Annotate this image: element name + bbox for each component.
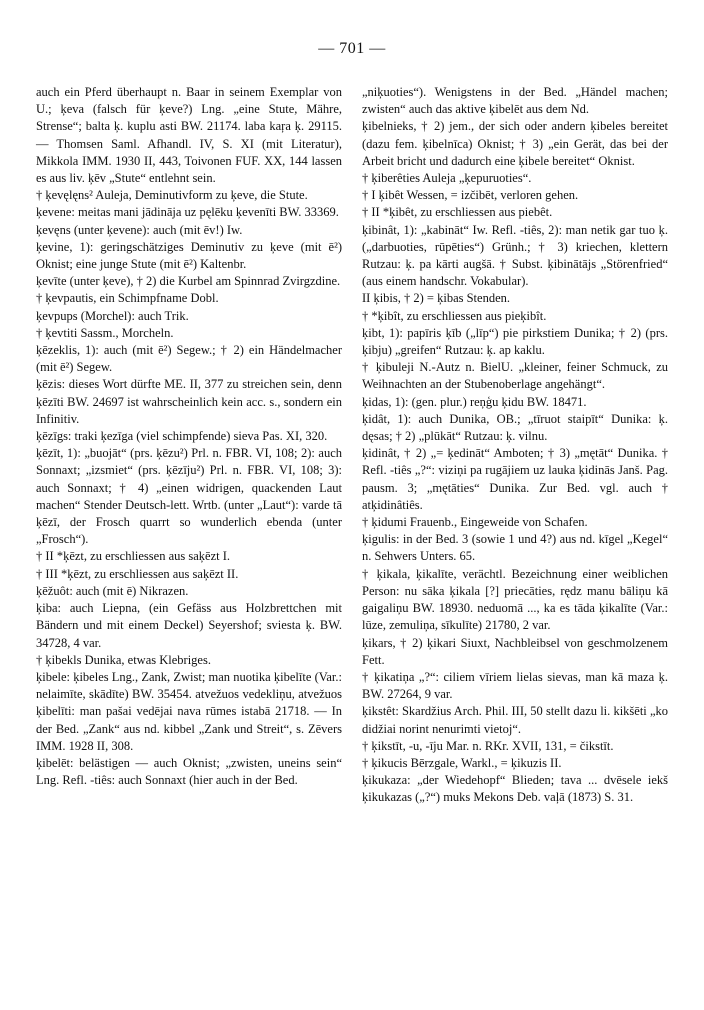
dictionary-entry: ķevīte (unter ķeve), † 2) die Kurbel am Spinnrad Zvirgzdine. (36, 274, 341, 289)
dictionary-entry: ķēzeklis, 1): auch (mit ē²) Segew.; † 2) ein Händelmacher (mit ē²) Segew. (36, 343, 342, 375)
dictionary-entry: ķidas, 1): (gen. plur.) reņģu ķidu BW. 18471. (362, 394, 587, 409)
dictionary-entry: † ķibuleji N.-Autz n. BielU. „kleiner, feiner Schmuck, zu Weihnachten an der Stubenoberlage angehängt“. (362, 360, 668, 392)
dictionary-entry: † *ķibît, zu erschliessen aus pieķibît. (362, 308, 547, 323)
dictionary-entry: ķigulis: in der Bed. 3 (sowie 1 und 4?) aus nd. kīgel „Kegel“ n. Sehwers Unters. 65. (362, 532, 668, 564)
dictionary-entry: † ķibekls Dunika, etwas Klebriges. (36, 652, 211, 667)
dictionary-entry: auch ein Pferd überhaupt n. Baar in seinem Exemplar von U.; ķeva (falsch für ķeve?) Lng. „eine Stute, Mähre, Strense“; balta ķ. kuplu asti BW. 21174. laba kaŗa ķ. 29115. — Thomsen Saml. Afhandl. IV, S. XI (mit Literatur), Mikkola IMM. 1930 II, 443, Toivonen FUF. XX, 144 lassen es aus liv. ķēv „Stute“ entlehnt sein. (36, 85, 342, 186)
dictionary-entry: ķēzīgs: traki ķezīga (viel schimpfende) sieva Pas. XI, 320. (36, 429, 328, 444)
dictionary-entry: ķikukaza: „der Wiedehopf“ Blieden; tava ... dvēsele iekš ķikukazas („?“) muks Mekons Deb. vaļā (1873) S. 31. (362, 773, 668, 805)
dictionary-entry: † ķikstīt, -u, -īju Mar. n. RKr. XVII, 131, = čikstīt. (362, 738, 614, 753)
dictionary-entry: † ķikatiņa „?“: ciliem vīriem lielas sievas, man kā maza ķ. BW. 27264, 9 var. (362, 669, 668, 702)
dictionary-entry: † ķikala, ķikalīte, verächtl. Bezeichnung einer weiblichen Person: nu sāka ķikala [?] priecāties, rędz manu bāliņu kā gaigaliņu BW. 18930. neduomā ..., ka es tāda ķikalīte (Var.: lūze, zemuliņa, sīkulīte) 21780, 2 var. (362, 566, 668, 633)
dictionary-entry: ķēzis: dieses Wort dürfte ME. II, 377 zu streichen sein, denn ķēzīti BW. 24697 ist wahrscheinlich kein acc. s., sondern ein Infinitiv. (36, 377, 342, 426)
dictionary-entry: † ķiberêties Auleja „ķepuruoties“. (362, 171, 532, 186)
dictionary-entry: ķidât, 1): auch Dunika, OB.; „tīruot staipīt“ Dunika: ķ. dęsas; † 2) „plūkāt“ Rutzau: ķ. vilnu. (362, 411, 668, 444)
dictionary-entry: II ķibis, † 2) = ķibas Stenden. (362, 291, 511, 306)
left-column (36, 84, 342, 789)
dictionary-entry: ķikars, † 2) ķikari Siuxt, Nachbleibsel von geschmolzenem Fett. (362, 635, 668, 667)
dictionary-entry: ķēzīt, 1): „buojāt“ (prs. ķēzu²) Prl. n. FBR. VI, 108; 2): auch Sonnaxt; „izsmiet“ (prs. ķēzīju²) Prl. n. FBR. VI, 108; 3): auch Sonnaxt; † 4) „einen widrigen, quackenden Laut machen“ Stender Deutsch-lett. Wrtb. (unter „Laut“): varde tā ķēzī, der Frosch quarrt so wunderlich ebenda (unter „Frosch“). (36, 446, 342, 547)
dictionary-entry: ķevpups (Morchel): auch Trik. (36, 308, 189, 323)
page-number: — 701 — (318, 40, 386, 57)
dictionary-entry: ķevine, 1): geringschätziges Deminutiv zu ķeve (mit ē²) Oknist; eine junge Stute (mit ē²) Kaltenbr. (36, 239, 342, 272)
dictionary-entry: ķibele: ķibeles Lng., Zank, Zwist; man nuotika ķibelīte (Var.: nelaimīte, skādīte) BW. 35454. atvežuos vedekliņu, atvežuos ķibelīti: man pašai vedējai nava rūmes istabā 21718. — In der Bed. „Zank“ aus nd. kibbel „Zank und Streit“, s. Zēvers IMM. 1928 II, 308. (36, 669, 342, 753)
dictionary-entry: † I ķibêt Wessen, = izčibēt, verloren gehen. (362, 188, 579, 203)
dictionary-entry: ķēžuôt: auch (mit ē) Nikrazen. (36, 583, 189, 598)
dictionary-entry: † ķidumi Frauenb., Eingeweide von Schafen. (362, 515, 588, 530)
dictionary-entry: † ķevtiti Sassm., Morcheln. (36, 325, 174, 340)
dictionary-entry: ķidinât, † 2) „= ķedināt“ Amboten; † 3) „mętāt“ Dunika. † Refl. -tiês „?“: viziņi pa rugājiem uz lauka ķidinās Janš. Pag. pausm. 3; „mętāties“ Dunika. Zur Bed. vgl. auch † atķidinâtiês. (362, 446, 668, 512)
dictionary-entry: † II *ķēzt, zu erschliessen aus saķēzt I. (36, 549, 231, 564)
dictionary-entry: † II *ķibêt, zu erschliessen aus piebêt. (362, 205, 553, 220)
dictionary-entry: † III *ķēzt, zu erschliessen aus saķēzt II. (36, 566, 239, 581)
dictionary-entry: ķibelnieks, † 2) jem., der sich oder andern ķibeles bereitet (dazu fem. ķibelnīca) Oknist; † 3) „ein Gerät, das bei der Arbeit bricht und dadurch eine ķibele bereitet“ Oknist. (362, 119, 668, 168)
dictionary-entry: ķikstêt: Skardžius Arch. Phil. III, 50 stellt dazu li. kikšēti „ko didžiai norint nenurimti vietoj“. (362, 704, 668, 736)
dictionary-entry: † ķevęlęns² Auleja, Deminutivform zu ķeve, die Stute. (36, 188, 308, 203)
dictionary-entry: ķevęns (unter ķevene): auch (mit ēv!) Iw. (36, 222, 243, 237)
dictionary-entry: ķevene: meitas mani jādināja uz pęlēku ķevenīti BW. 33369. (36, 205, 339, 220)
dictionary-entry: † ķikucis Bērzgale, Warkl., = ķikuzis II. (362, 755, 562, 770)
right-column (362, 84, 668, 807)
dictionary-entry: ķiba: auch Liepna, (ein Gefäss aus Holzbrettchen mit Bändern und mit einem Deckel) Seyershof; sviesta ķ. BW. 34728, 4 var. (36, 601, 342, 650)
dictionary-entry: „niķuoties“). Wenigstens in der Bed. „Händel machen; zwisten“ auch das aktive ķibelēt aus dem Nd. (362, 85, 668, 117)
dictionary-entry: ķibt, 1): papīris ķīb („līp“) pie pirkstiem Dunika; † 2) (prs. ķibju) „greifen“ Rutzau: ķ. ap kaklu. (362, 325, 668, 358)
dictionary-entry: ķibelēt: belästigen — auch Oknist; „zwisten, uneins sein“ Lng. Refl. -tiês: auch Sonnaxt (hier auch in der Bed. (36, 755, 342, 788)
dictionary-entry: † ķevpautis, ein Schimpfname Dobl. (36, 291, 219, 306)
dictionary-entry: ķibinât, 1): „kabināt“ Iw. Refl. -tiês, 2): man netik gar tuo ķ. („darbuoties, rūpēties“) Grünh.; † 3) kriechen, klettern Rutzau: ķ. pa kārti augšā. † Subst. ķibinātājs „Störenfried“ (aus einem handschr. Vokabular). (362, 222, 668, 289)
